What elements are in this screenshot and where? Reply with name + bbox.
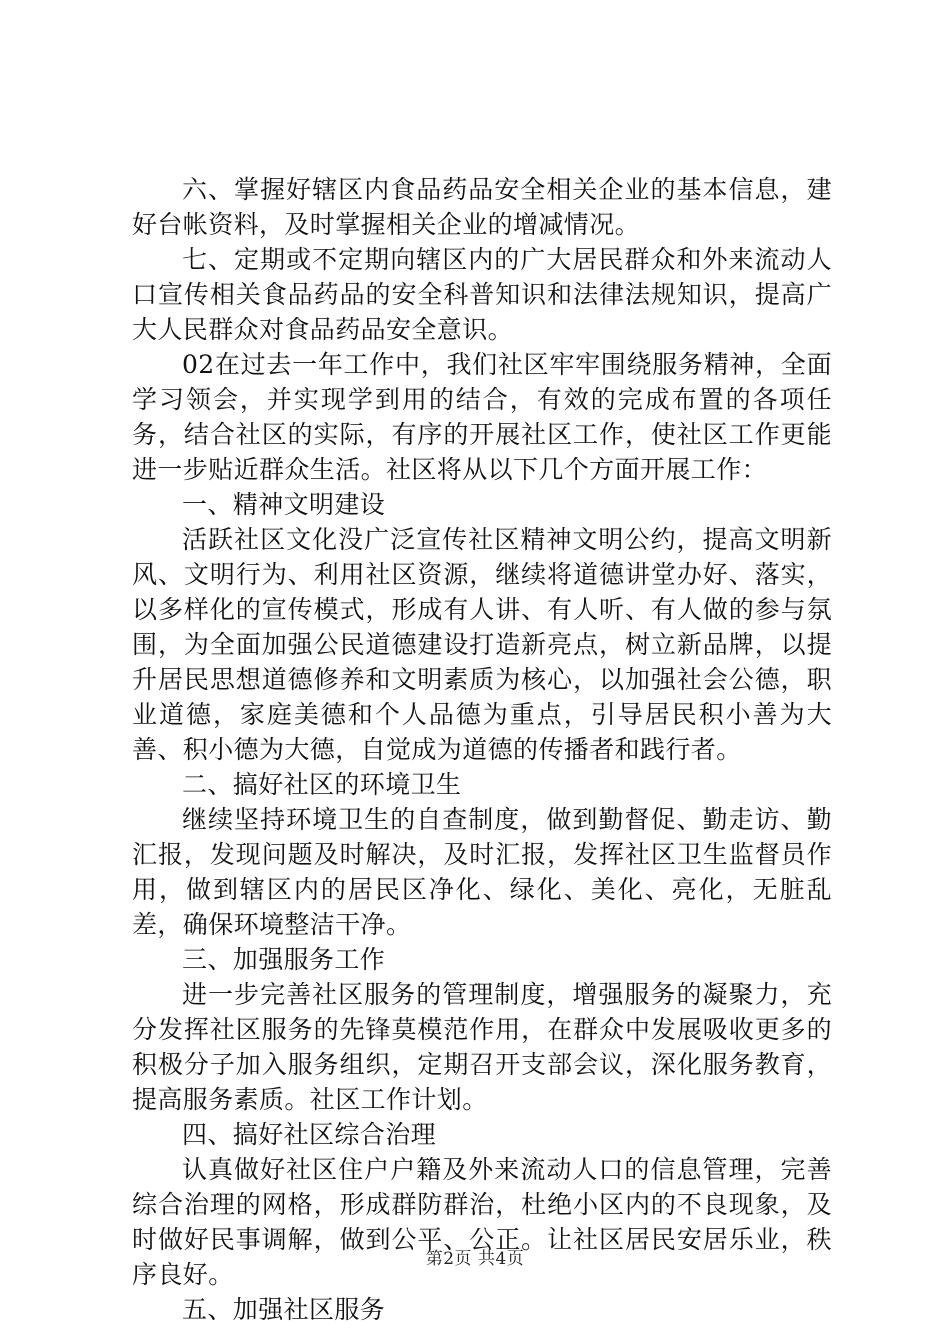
section-heading: 三、加强服务工作	[182, 945, 386, 974]
paragraph: 认真做好社区住户户籍及外来流动人口的信息管理，完善综合治理的网格，形成群防群治，杜绝小区内的不良现象，及时做好民事调解，做到公平、公正。让社区居民安居乐业，秩序良好。	[132, 1155, 832, 1289]
document-body	[132, 172, 832, 1327]
section-heading: 四、搞好社区综合治理	[182, 1120, 437, 1149]
section-heading: 二、搞好社区的环境卫生	[182, 770, 462, 799]
paragraph: 继续坚持环境卫生的自查制度，做到勤督促、勤走访、勤汇报，发现问题及时解决，及时汇报，发挥社区卫生监督员作用，做到辖区内的居民区净化、绿化、美化、亮化，无脏乱差，确保环境整洁干净。	[132, 805, 832, 939]
paragraph: 活跃社区文化没广泛宣传社区精神文明公约，提高文明新风、文明行为、利用社区资源，继续将道德讲堂办好、落实，以多样化的宣传模式，形成有人讲、有人听、有人做的参与氛围，为全面加强公民道德建设打造新亮点，树立新品牌，以提升居民思想道德修养和文明素质为核心，以加强社会公德，职业道德，家庭美德和个人品德为重点，引导居民积小善为大善、积小德为大德，自觉成为道德的传播者和践行者。	[132, 525, 832, 764]
section-heading: 一、精神文明建设	[182, 490, 386, 519]
section-heading: 五、加强社区服务	[182, 1295, 386, 1324]
paragraph: 七、定期或不定期向辖区内的广大居民群众和外来流动人口宣传相关食品药品的安全科普知识和法律法规知识，提高广大人民群众对食品药品安全意识。	[132, 245, 832, 344]
paragraph: 六、掌握好辖区内食品药品安全相关企业的基本信息，建好台帐资料，及时掌握相关企业的增减情况。	[132, 175, 832, 239]
paragraph: 02在过去一年工作中，我们社区牢牢围绕服务精神，全面学习领会，并实现学到用的结合，有效的完成布置的各项任务，结合社区的实际，有序的开展社区工作，使社区工作更能进一步贴近群众生活。社区将从以下几个方面开展工作：	[132, 350, 832, 484]
page-footer: 第2页 共4页	[425, 1249, 525, 1269]
paragraph: 进一步完善社区服务的管理制度，增强服务的凝聚力，充分发挥社区服务的先锋莫模范作用，在群众中发展吸收更多的积极分子加入服务组织，定期召开支部会议，深化服务教育，提高服务素质。社区工作计划。	[132, 980, 832, 1114]
